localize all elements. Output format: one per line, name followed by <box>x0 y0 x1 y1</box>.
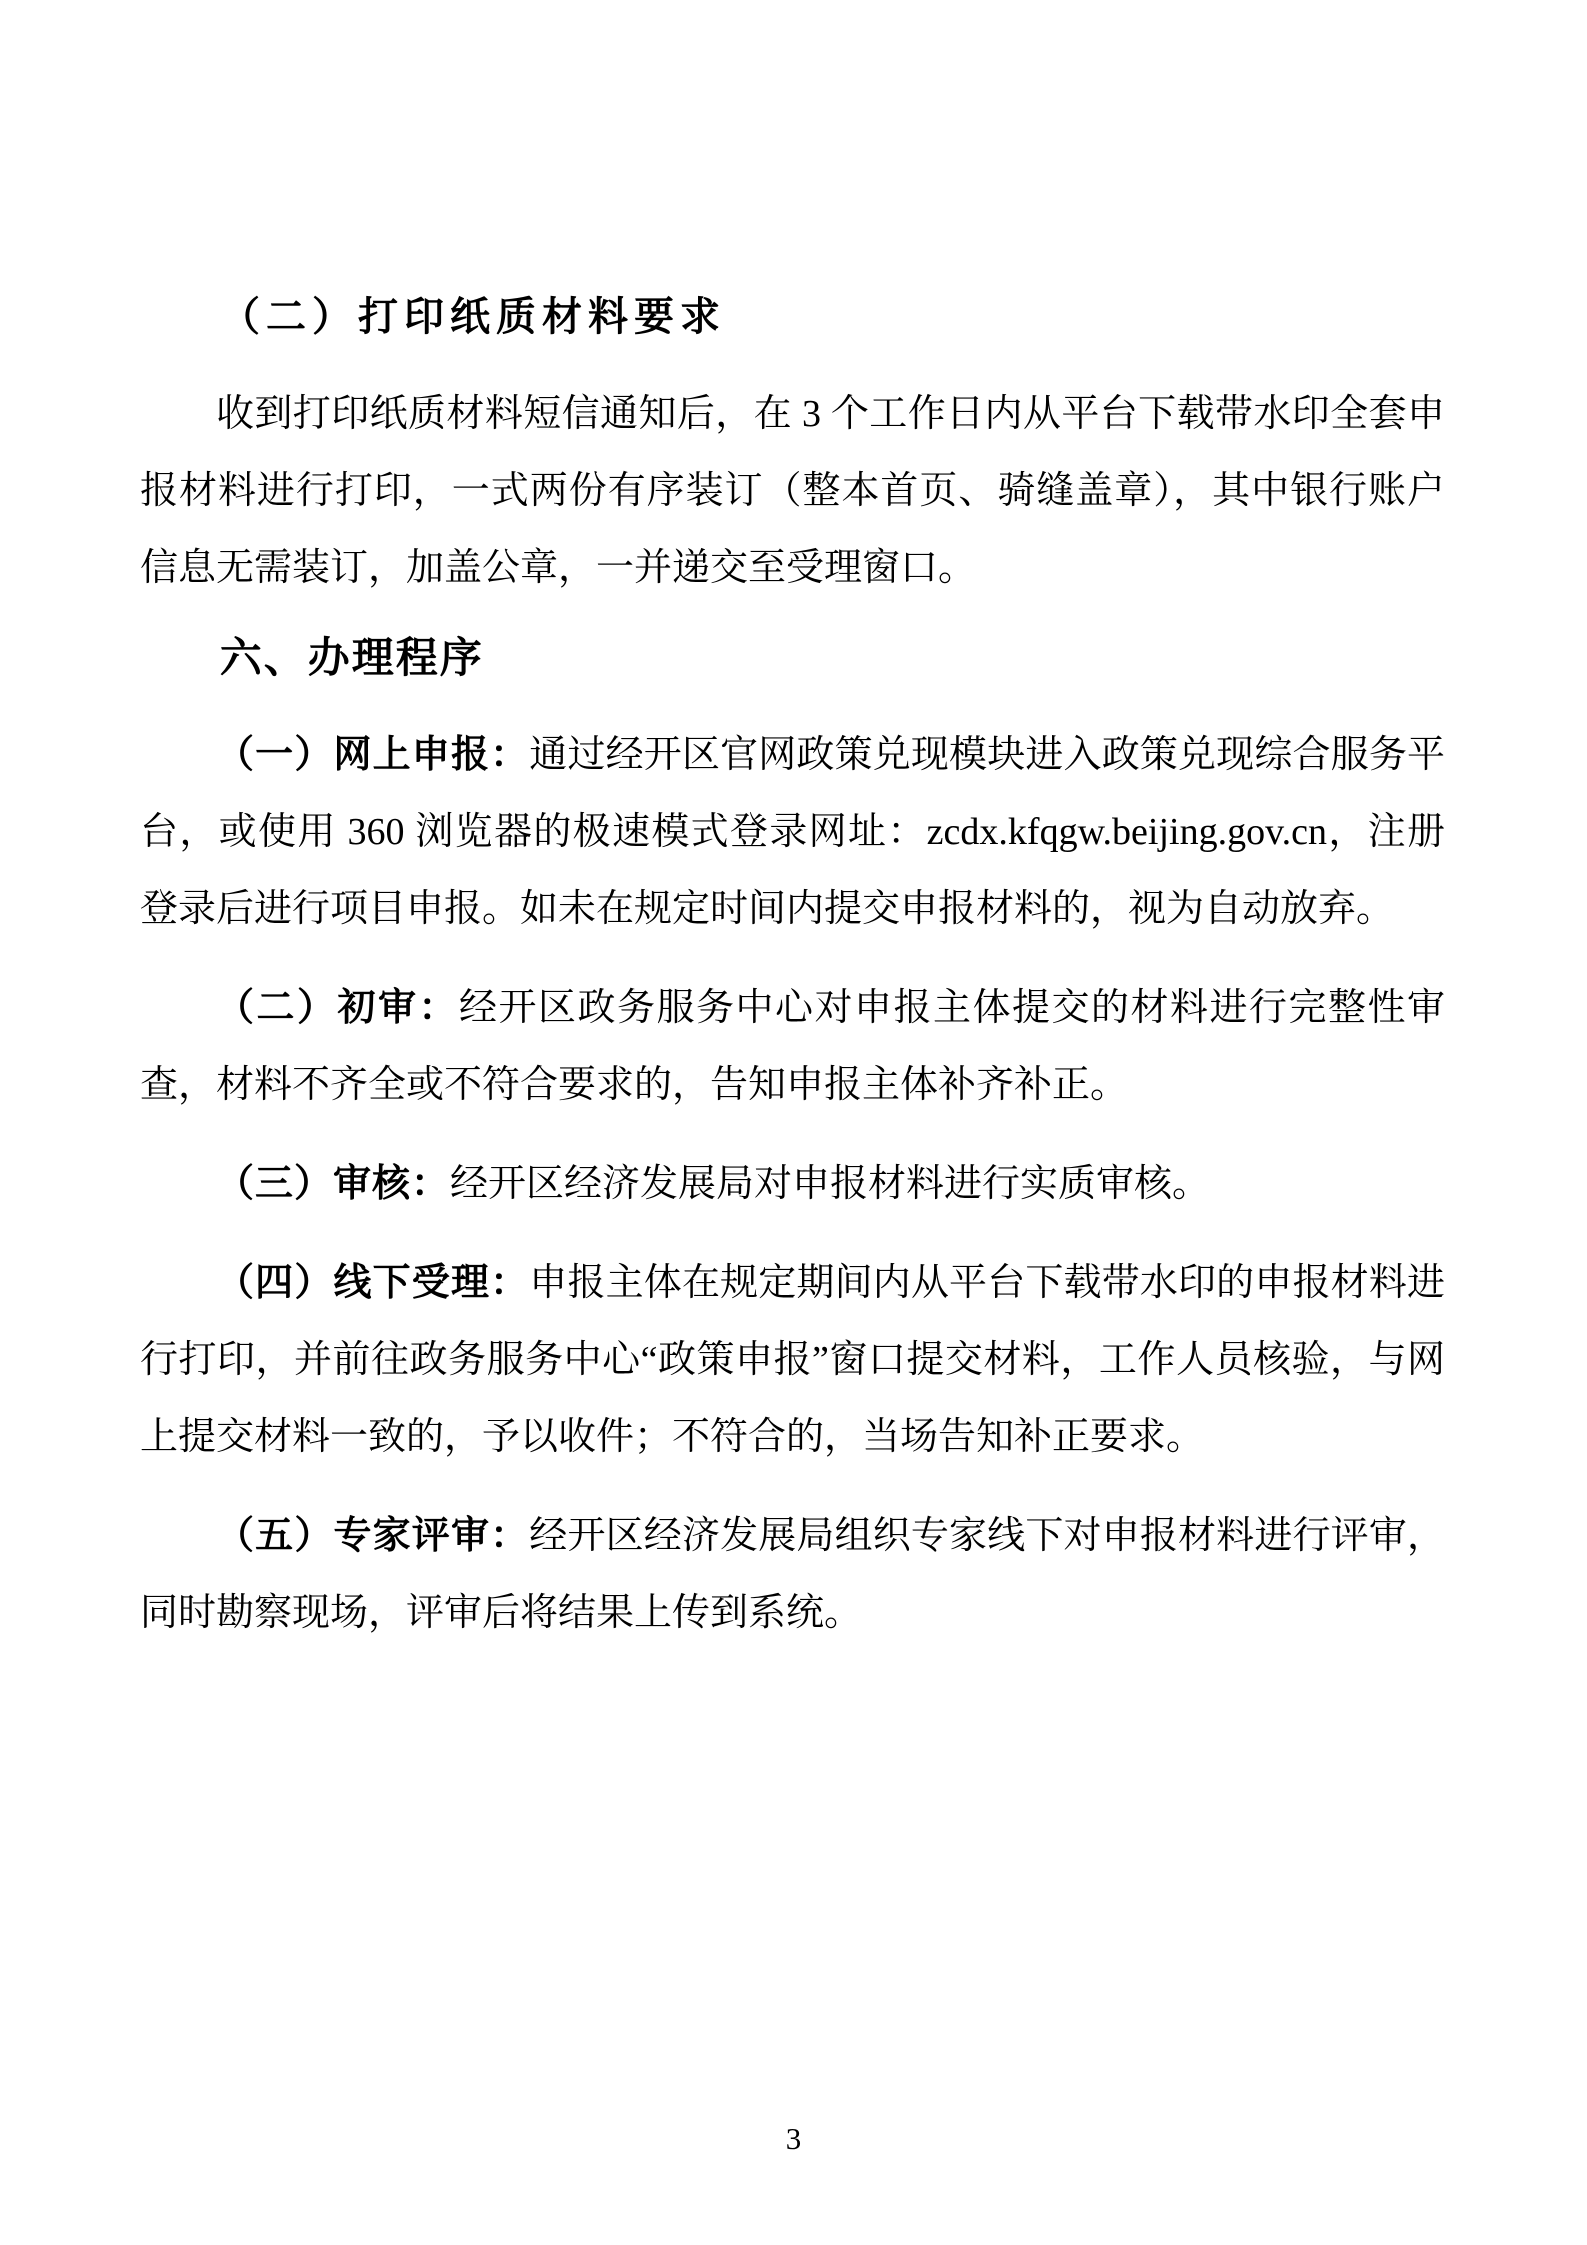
procedure-step-3 <box>140 1146 1445 1223</box>
procedure-step-5-text: 经开区经济发展局组织专家线下对申报材料进行评审，同时勘察现场，评审后将结果上传到系统。 <box>140 1515 1445 1635</box>
procedure-step-5 <box>140 1498 1445 1652</box>
procedure-step-3-label: （三）审核： <box>216 1163 451 1206</box>
procedure-step-4 <box>140 1245 1445 1476</box>
procedure-step-2 <box>140 970 1445 1124</box>
procedure-step-4-text: 申报主体在规定期间内从平台下载带水印的申报材料进行打印，并前往政务服务中心“政策申报”窗口提交材料，工作人员核验，与网上提交材料一致的，予以收件；不符合的，当场告知补正要求。 <box>140 1262 1445 1459</box>
procedure-step-1-label: （一）网上申报： <box>216 734 530 777</box>
procedure-step-4-label: （四）线下受理： <box>216 1262 530 1305</box>
procedure-step-1 <box>140 717 1445 948</box>
procedure-step-1-text: 通过经开区官网政策兑现模块进入政策兑现综合服务平台，或使用 360 浏览器的极速模式登录网址：zcdx.kfqgw.beijing.gov.cn，注册登录后进行项目申报。如未在规定时间内提交申报材料的，视为自动放弃。 <box>140 734 1445 931</box>
section-heading-procedure: 六、办理程序 <box>219 634 484 681</box>
procedure-step-2-label: （二）初审： <box>216 987 459 1030</box>
section-heading-print-requirements: （二）打印纸质材料要求 <box>220 294 726 339</box>
paragraph-print-requirements: 收到打印纸质材料短信通知后，在 3 个工作日内从平台下载带水印全套申报材料进行打印，一式两份有序装订（整本首页、骑缝盖章），其中银行账户信息无需装订，加盖公章，一并递交至受理窗口。 <box>140 393 1445 589</box>
procedure-step-2-text: 经开区政务服务中心对申报主体提交的材料进行完整性审查，材料不齐全或不符合要求的，告知申报主体补齐补正。 <box>140 987 1445 1107</box>
procedure-step-5-label: （五）专家评审： <box>216 1515 530 1558</box>
page-number: 3 <box>785 2121 802 2156</box>
procedure-step-3-text: 经开区经济发展局对申报材料进行实质审核。 <box>450 1163 1211 1206</box>
